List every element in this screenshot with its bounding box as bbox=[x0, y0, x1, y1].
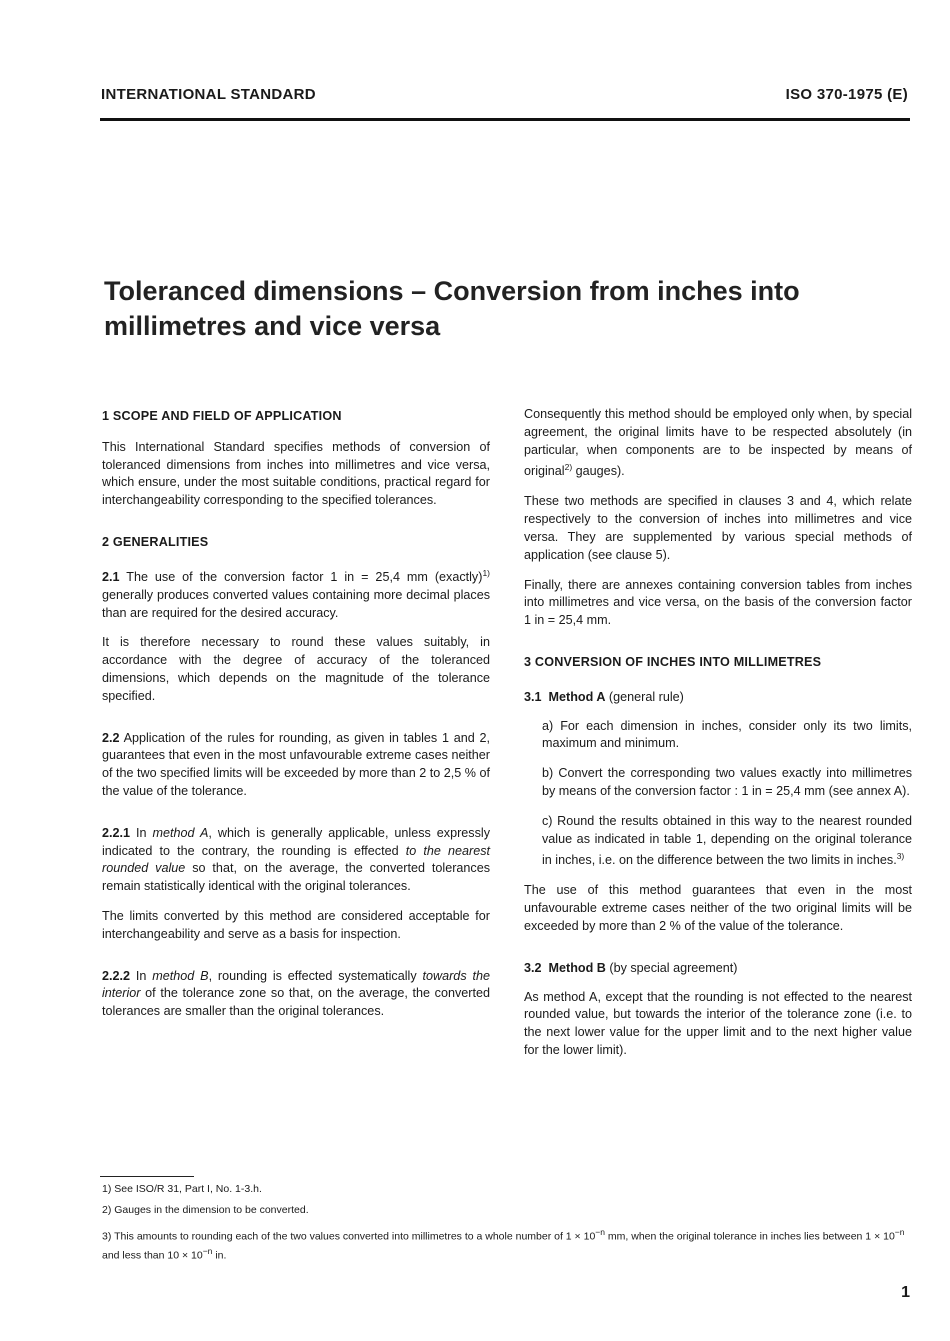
clause-2-2-2-number: 2.2.2 bbox=[102, 968, 131, 983]
clause-2-2-1-text-c: so that, on the average, the converted tolerances remain statistically identical with the original tolerances. bbox=[102, 861, 490, 894]
method-a-guarantee: The use of this method guarantees that even in the most unfavourable extreme cases neither of the two original limits will be exceeded by more than 2 % of the value of the tolerance. bbox=[524, 883, 912, 933]
section-1-heading: 1 SCOPE AND FIELD OF APPLICATION bbox=[102, 409, 342, 423]
clause-2-2-2-text-b: , rounding is effected systematically bbox=[208, 968, 423, 983]
clause-3-2-rest: (by special agreement) bbox=[605, 960, 738, 975]
title-line-2: millimetres and vice versa bbox=[104, 311, 441, 341]
clause-3-1-heading bbox=[524, 689, 912, 707]
clause-3-2-number: 3.2 bbox=[524, 960, 542, 975]
right-paragraph-1-text-b: gauges). bbox=[572, 464, 625, 479]
clause-2-2-1-text-a: In bbox=[130, 825, 153, 840]
header-rule bbox=[100, 118, 910, 121]
clause-2-2-1-text-b: , which is generally applicable, unless expressly indicated to the contrary, the rounding is effected bbox=[102, 825, 490, 858]
clause-3-2-method: Method B bbox=[548, 960, 606, 975]
clause-2-2-1-paragraph-2: The limits converted by this method are considered acceptable for interchangeability and serve as a basis for inspection. bbox=[102, 908, 490, 941]
clause-2-2 bbox=[102, 730, 490, 801]
clause-2-1 bbox=[102, 565, 490, 623]
right-paragraph-3: Finally, there are annexes containing conversion tables from inches into millimetres and vice versa, on the basis of the conversion factor 1 in = 25,4 mm. bbox=[524, 577, 912, 628]
footnote-3-text-a: 3) This amounts to rounding each of the two values converted into millimetres to a whole number of 1 × 10 bbox=[102, 1230, 596, 1243]
footnote-1: 1) See ISO/R 31, Part I, No. 1-3.h. bbox=[102, 1183, 262, 1195]
clause-2-1-paragraph-2: It is therefore necessary to round these values suitably, in accordance with the degree of accuracy of the toleranced dimensions, which depends on the magnitude of the tolerance specified. bbox=[102, 635, 490, 703]
footnote-3 bbox=[102, 1225, 912, 1262]
clause-2-2-2-text-a: In bbox=[130, 968, 153, 983]
footnote-ref-2: 2) bbox=[564, 462, 573, 473]
clause-3-2-heading bbox=[524, 960, 912, 978]
clause-2-1-number: 2.1 bbox=[102, 569, 120, 584]
section-2-heading: 2 GENERALITIES bbox=[102, 534, 209, 549]
footnote-3-text-b: mm, when the original tolerance in inches lies between 1 × 10 bbox=[605, 1230, 895, 1243]
section-3-heading: 3 CONVERSION OF INCHES INTO MILLIMETRES bbox=[524, 654, 822, 669]
clause-2-2-2 bbox=[102, 968, 490, 1021]
right-paragraph-1 bbox=[524, 406, 912, 481]
header-document-id: ISO 370-1975 (E) bbox=[785, 86, 908, 103]
clause-2-2-1 bbox=[102, 825, 490, 896]
footnote-ref-3: 3) bbox=[896, 851, 905, 862]
footnote-3-exp-2: −n bbox=[894, 1227, 905, 1237]
footnote-2: 2) Gauges in the dimension to be converted. bbox=[102, 1204, 309, 1216]
clause-3-1-method: Method A bbox=[548, 689, 606, 704]
step-b: b) Convert the corresponding two values exactly into millimetres by means of the conversion factor : 1 in = 25,4 mm (see annex A). bbox=[542, 766, 912, 798]
right-paragraph-1-text-a: Consequently this method should be employed only when, by special agreement, the original limits have to be respected absolutely (in particular, when components are to be inspected by means of original bbox=[524, 407, 912, 479]
step-c-text: c) Round the results obtained in this way to the nearest rounded value as indicated in table 1, depending on the original tolerance in inches, i.e. on the difference between the two limits in inches. bbox=[542, 813, 912, 868]
footnote-ref-1: 1) bbox=[482, 567, 490, 578]
footnote-rule bbox=[100, 1176, 194, 1177]
step-a: a) For each dimension in inches, consider only its two limits, maximum and minimum. bbox=[542, 718, 912, 751]
clause-2-2-2-text-c: of the tolerance zone so that, on the average, the converted tolerances are smaller than the original tolerances. bbox=[102, 986, 490, 1019]
right-column bbox=[524, 406, 912, 1072]
clause-2-2-1-number: 2.2.1 bbox=[102, 825, 131, 840]
header-standard-label: INTERNATIONAL STANDARD bbox=[101, 86, 316, 103]
clause-2-2-1-italic-1: method A bbox=[152, 825, 209, 840]
page-title bbox=[104, 274, 904, 344]
footnote-3-exp-3: −n bbox=[202, 1245, 213, 1256]
footnote-3-text-d: in. bbox=[212, 1249, 227, 1261]
clause-3-1-rest: (general rule) bbox=[605, 689, 684, 704]
clause-3-2-paragraph: As method A, except that the rounding is not effected to the nearest rounded value, but towards the interior of the tolerance zone (i.e. to the next lower value for the upper limit and to the next higher value for the lower limit). bbox=[524, 989, 912, 1057]
left-column bbox=[102, 408, 490, 1033]
right-paragraph-2: These two methods are specified in clauses 3 and 4, which relate respectively to the conversion of inches into millimetres and vice versa. They are supplemented by various special methods of application (see clause 5). bbox=[524, 494, 912, 562]
title-line-1: Toleranced dimensions – Conversion from inches into bbox=[104, 276, 800, 306]
step-c bbox=[542, 813, 912, 871]
clause-2-1-text-a: The use of the conversion factor 1 in = 25,4 mm (exactly) bbox=[119, 569, 483, 584]
footnote-3-exp-1: −n bbox=[595, 1227, 605, 1237]
clause-2-2-text: Application of the rules for rounding, as given in tables 1 and 2, guarantees that even in the most unfavourable extreme cases neither of the two specified limits will be exceeded by more than 2 to 2,5 % of the value of the tolerance. bbox=[102, 730, 490, 798]
clause-2-2-1-italic-2: to the nearest rounded value bbox=[102, 843, 491, 876]
page-number: 1 bbox=[901, 1284, 910, 1301]
clause-2-2-2-italic-1: method B bbox=[152, 968, 209, 983]
clause-2-2-number: 2.2 bbox=[102, 730, 120, 745]
footnote-3-text-c: and less than 10 × 10 bbox=[102, 1249, 203, 1261]
section-1-paragraph: This International Standard specifies methods of conversion of toleranced dimensions from inches into millimetres and vice versa, which ensure, under the most suitable conditions, practical regard for interchangeability corresponding to the specified tolerances. bbox=[102, 439, 490, 508]
clause-3-1-number: 3.1 bbox=[524, 689, 542, 704]
clause-2-1-text-b: generally produces converted values containing more decimal places than are required for the desired accuracy. bbox=[102, 587, 490, 620]
clause-2-2-2-italic-2: towards the interior bbox=[102, 968, 490, 1001]
